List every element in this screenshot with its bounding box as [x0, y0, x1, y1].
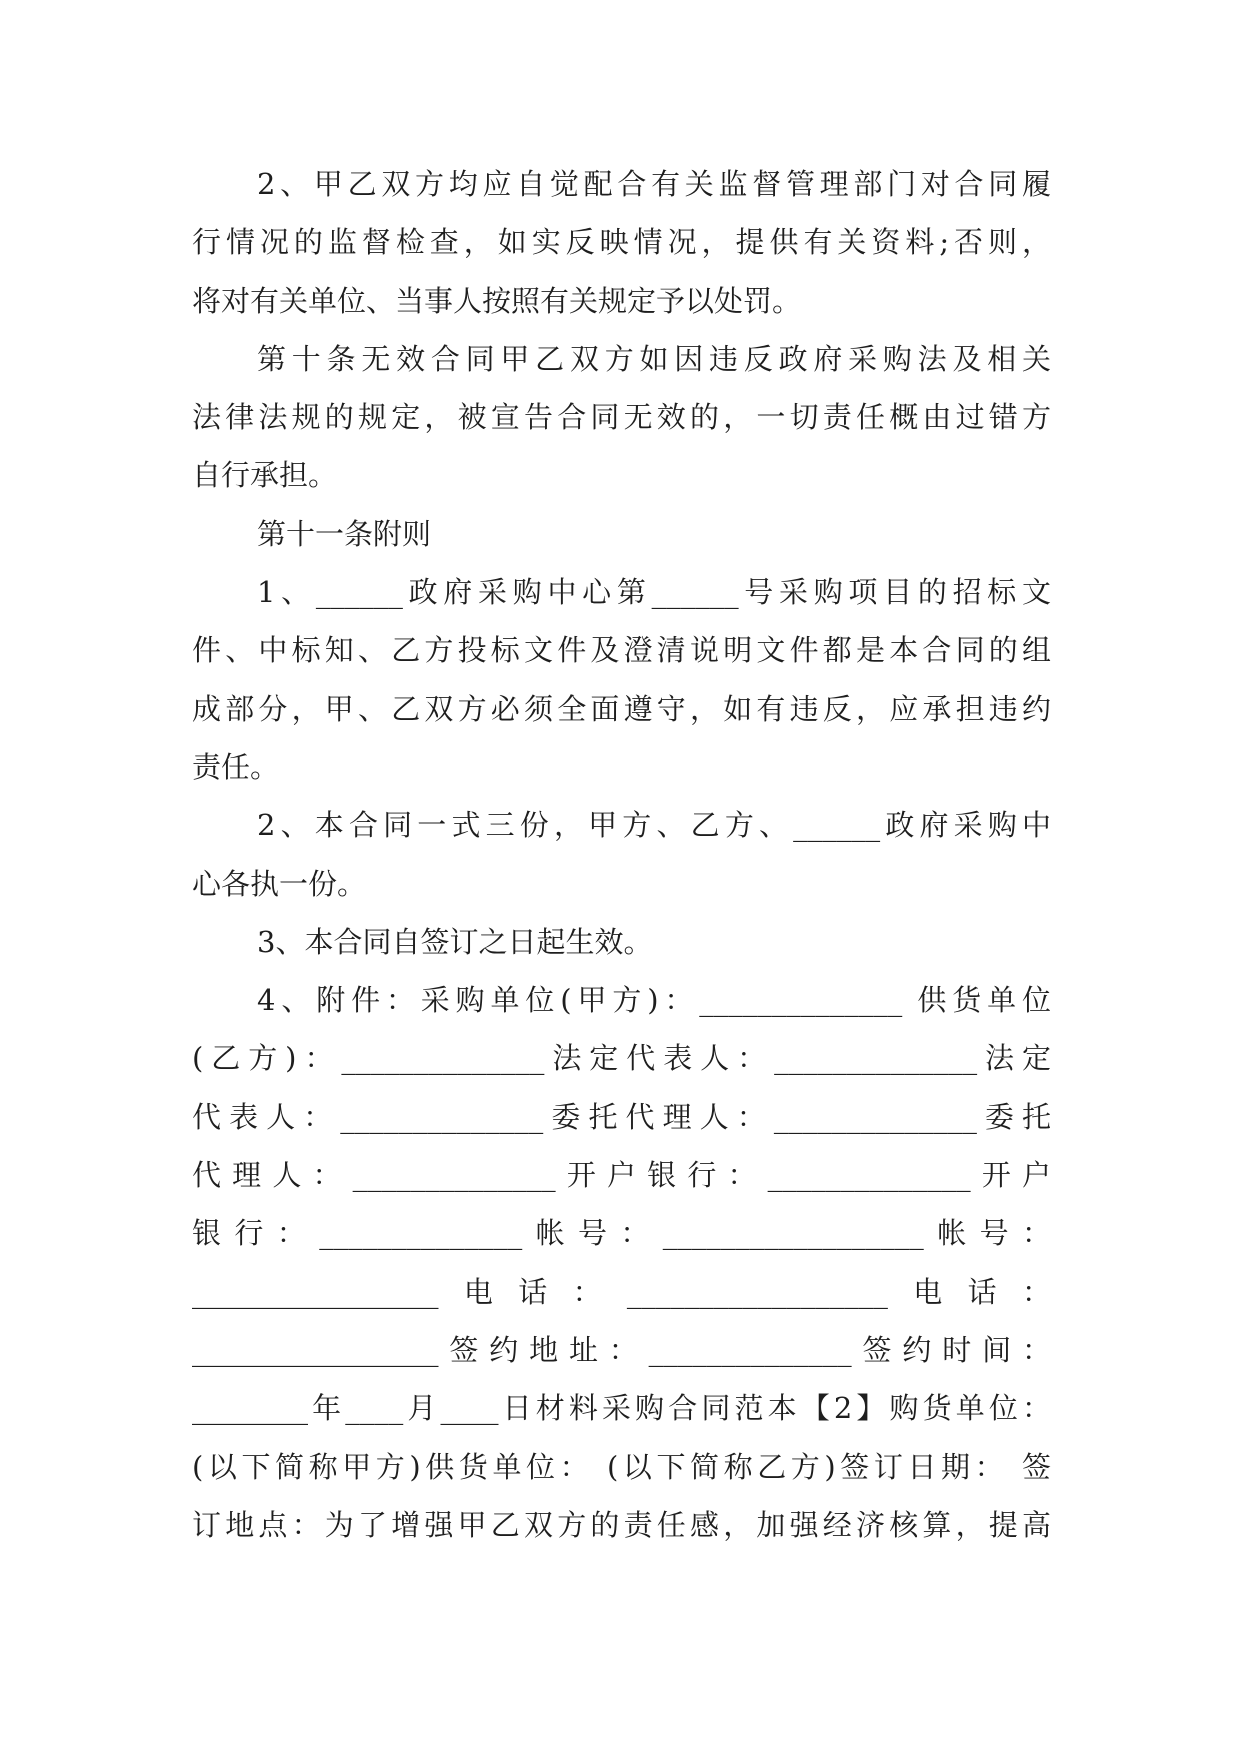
- text-line: 订地点：为了增强甲乙双方的责任感，加强经济核算，提高: [192, 1507, 1051, 1542]
- text-line: _________________签约地址：______________签约时间：: [192, 1332, 1051, 1367]
- text-line: ________年____月____日材料采购合同范本【2】购货单位：: [192, 1391, 1051, 1426]
- text-line: 心各执一份。: [192, 866, 367, 901]
- paragraph: [192, 563, 1051, 796]
- paragraph: [192, 913, 1051, 971]
- text-line: 第十条无效合同甲乙双方如因违反政府采购法及相关: [257, 341, 1051, 376]
- paragraph: [192, 505, 1051, 563]
- text-line: 1、______政府采购中心第______号采购项目的招标文: [257, 575, 1051, 610]
- text-line: 代表人：______________委托代理人：______________委托: [192, 1099, 1051, 1134]
- text-line: 法律法规的规定，被宣告合同无效的，一切责任概由过错方: [192, 400, 1051, 435]
- text-line: 件、中标知、乙方投标文件及澄清说明文件都是本合同的组: [192, 633, 1051, 668]
- text-line: 自行承担。: [192, 458, 338, 493]
- document-body: [192, 155, 1051, 1554]
- text-line: 第十一条附则: [257, 516, 432, 551]
- text-line: 3、本合同自签订之日起生效。: [257, 924, 653, 959]
- text-line: 成部分，甲、乙双方必须全面遵守，如有违反，应承担违约: [192, 691, 1051, 726]
- paragraph: [192, 155, 1051, 330]
- text-line: 代理人：______________开户银行：______________开户: [192, 1158, 1051, 1193]
- paragraph: [192, 796, 1051, 913]
- paragraph: [192, 330, 1051, 505]
- text-line: (乙方)：______________法定代表人：______________法定: [192, 1041, 1051, 1076]
- text-line: 将对有关单位、当事人按照有关规定予以处罚。: [192, 283, 802, 318]
- text-line: 2、甲乙双方均应自觉配合有关监督管理部门对合同履: [257, 167, 1051, 201]
- text-line: 银行：______________帐号：__________________帐号：: [192, 1216, 1051, 1251]
- text-line: 2、本合同一式三份，甲方、乙方、______政府采购中: [257, 808, 1051, 843]
- text-line: 责任。: [192, 749, 280, 784]
- text-line: (以下简称甲方)供货单位： (以下简称乙方)签订日期： 签: [192, 1449, 1051, 1484]
- text-line: _________________电话：__________________电话：: [192, 1274, 1051, 1309]
- text-line: 行情况的监督检查，如实反映情况，提供有关资料;否则，: [192, 225, 1051, 260]
- paragraph: [192, 971, 1051, 1554]
- text-line: 4、附件：采购单位(甲方)：______________ 供货单位: [257, 983, 1051, 1018]
